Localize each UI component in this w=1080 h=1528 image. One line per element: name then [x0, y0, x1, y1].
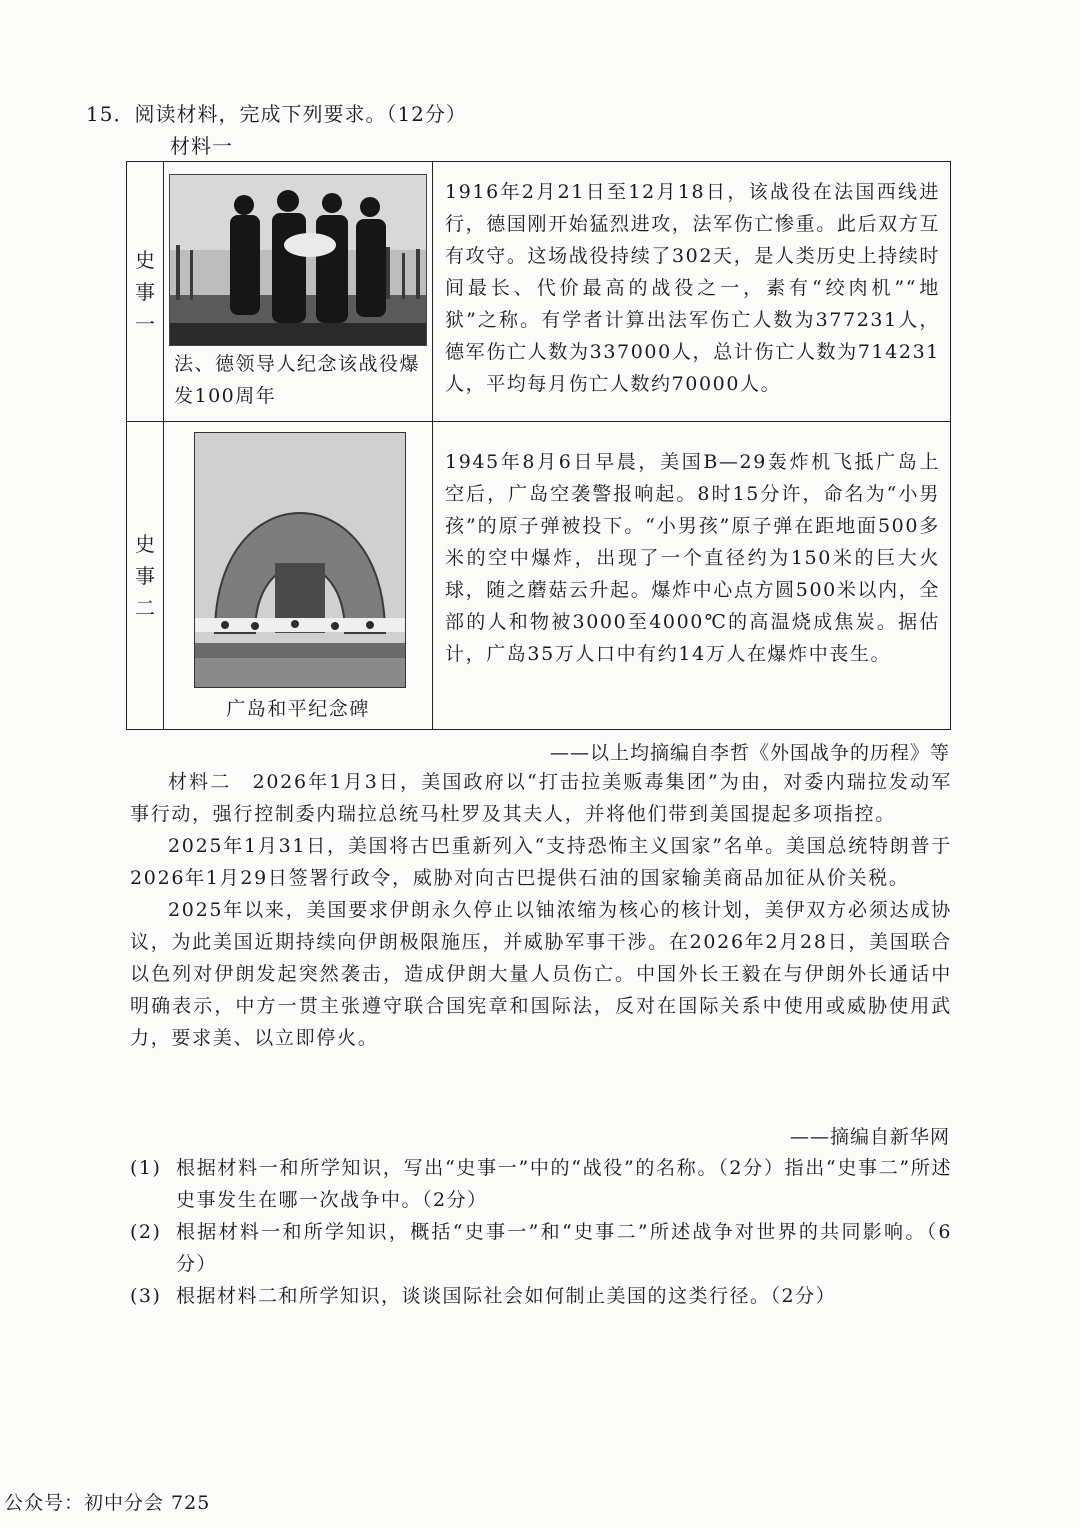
- sub-question: [130, 1280, 952, 1312]
- sub-question-number: (2): [130, 1221, 162, 1243]
- footer-watermark: 公众号：初中分会 725: [4, 1492, 211, 1514]
- sub-question: [130, 1152, 952, 1216]
- material-two-paragraph: 材料二 2026年1月3日，美国政府以“打击拉美贩毒集团”为由，对委内瑞拉发动军事行动，强行控制委内瑞拉总统马杜罗及其夫人，并将他们带到美国提起多项指控。: [130, 771, 952, 825]
- material-one-label: 材料一: [170, 134, 233, 158]
- sub-questions: [130, 1152, 952, 1312]
- sub-question-text: 根据材料一和所学知识，概括“史事一”和“史事二”所述战争对世界的共同影响。（6分）: [176, 1221, 952, 1275]
- material-two-paragraph: 2025年以来，美国要求伊朗永久停止以铀浓缩为核心的核计划，美伊双方必须达成协议，为此美国近期持续向伊朗极限施压，并威胁军事干涉。在2026年2月28日，美国联合以色列对伊朗发起突然袭击，造成伊朗大量人员伤亡。中国外长王毅在与伊朗外长通话中明确表示，中方一贯主张遵守联合国宪章和国际法，反对在国际关系中使用或威胁使用武力，要求美、以立即停火。: [130, 899, 952, 1049]
- event-one-image-cell: [164, 162, 433, 422]
- material-one-table: [126, 161, 951, 730]
- sub-question: [130, 1216, 952, 1280]
- peace-memorial-photo: [194, 432, 406, 688]
- material-one-source: ——以上均摘编自李哲《外国战争的历程》等: [549, 742, 950, 764]
- event-two-text: 1945年8月6日早晨，美国B—29轰炸机飞抵广岛上空后，广岛空袭警报响起。8时15分许，命名为“小男孩”的原子弹被投下。“小男孩”原子弹在距地面500多米的空中爆炸，出现了一个直径约为150米的巨大火球，随之蘑菇云升起。爆炸中心点方圆500米以内，全部的人和物被3000至4000℃的高温烧成焦炭。据估计，广岛35万人口中有约14万人在爆炸中丧生。: [433, 422, 951, 730]
- material-two: [130, 766, 952, 1054]
- event-one-label: 史 事 一: [127, 162, 164, 422]
- question-title: 15．阅读材料，完成下列要求。（12分）: [86, 102, 467, 126]
- sub-question-number: (3): [130, 1285, 162, 1307]
- material-two-paragraph: 2025年1月31日，美国将古巴重新列入“支持恐怖主义国家”名单。美国总统特朗普于2026年1月29日签署行政令，威胁对向古巴提供石油的国家输美商品加征从价关税。: [130, 835, 952, 889]
- event-one-row: [127, 162, 951, 422]
- event-two-row: [127, 422, 951, 730]
- event-two-label: 史 事 二: [127, 422, 164, 730]
- memorial-ceremony-photo: [169, 174, 427, 346]
- sub-question-number: (1): [130, 1157, 162, 1179]
- sub-question-text: 根据材料一和所学知识，写出“史事一”中的“战役”的名称。（2分）指出“史事二”所述史事发生在哪一次战争中。（2分）: [176, 1157, 952, 1211]
- event-one-caption: 法、德领导人纪念该战役爆发100周年: [174, 353, 421, 407]
- material-two-source: ——摘编自新华网: [789, 1126, 950, 1148]
- event-two-image-cell: [164, 422, 433, 730]
- event-two-caption: 广岛和平纪念碑: [226, 698, 370, 720]
- event-one-text: 1916年2月21日至12月18日，该战役在法国西线进行，德国刚开始猛烈进攻，法军伤亡惨重。此后双方互有攻守。这场战役持续了302天，是人类历史上持续时间最长、代价最高的战役之一，素有“绞肉机”“地狱”之称。有学者计算出法军伤亡人数为377231人，德军伤亡人数为337000人，总计伤亡人数为714231人，平均每月伤亡人数约70000人。: [433, 162, 951, 422]
- sub-question-text: 根据材料二和所学知识，谈谈国际社会如何制止美国的这类行径。（2分）: [176, 1285, 837, 1307]
